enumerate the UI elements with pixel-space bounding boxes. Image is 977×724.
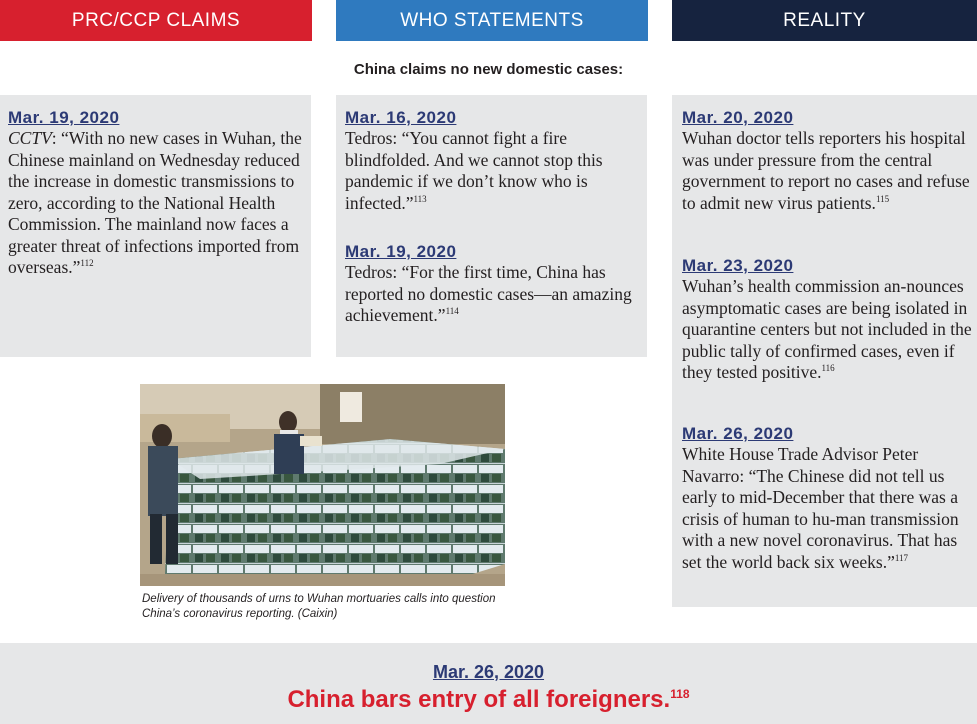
source-name: CCTV (8, 128, 52, 148)
bottom-date: Mar. 26, 2020 (432, 662, 545, 682)
reality-entry-mar-26 (682, 424, 974, 573)
entry-date: Mar. 20, 2020 (682, 108, 794, 127)
urns-photo-image (140, 384, 505, 586)
bottom-headline: China bars entry of all foreigners.$^{118}$ (287, 686, 690, 713)
footnote: 112 (80, 258, 94, 269)
entry-text: Wuhan’s health commission an-nounces asymptomatic cases are being isolated in quarantine centers but not included in the public tally of confirmed cases, even if they tested positive.$^{116}$ (682, 276, 972, 382)
who-entry-mar-19 (345, 242, 641, 327)
photo-caption: Delivery of thousands of urns to Wuhan mortuaries calls into question China’s coronavirus reporting. (Caixin) (142, 593, 496, 620)
header-reality (672, 0, 977, 41)
entry-text: CCTV: “With no new cases in Wuhan, the Chinese mainland on Wednesday reduced the increase in domestic transmissions to zero, according to the National Health Commission. The mainland now faces a greater threat of infections imported from overseas.”$^{112}$ (8, 128, 302, 277)
entry-date: Mar. 19, 2020 (345, 242, 457, 261)
reality-entry-mar-23 (682, 256, 974, 384)
entry-text: Wuhan doctor tells reporters his hospital was under pressure from the central government to report no cases and refuse to admit new virus patients.$^{115}$ (682, 128, 970, 213)
header-who-statements (336, 0, 648, 41)
prc-entry-mar-19 (8, 108, 304, 279)
footnote: 117 (894, 552, 909, 563)
header-prc-label: PRC/CCP CLAIMS (71, 10, 241, 31)
footnote: 114 (445, 306, 459, 317)
header-reality-label: REALITY (783, 10, 866, 31)
subheading: China claims no new domestic cases: (353, 61, 624, 78)
entry-text: Tedros: “For the first time, China has reported no domestic cases—an amazing achievement.”$^{114}$ (345, 262, 632, 325)
entry-text: Tedros: “You cannot fight a fire blindfolded. And we cannot stop this pandemic if we don’t know who is infected.”$^{113}$ (345, 128, 603, 213)
who-entry-mar-16 (345, 108, 641, 214)
header-prc-claims (0, 0, 312, 41)
urns-photo (140, 384, 505, 586)
entry-date: Mar. 26, 2020 (682, 424, 794, 443)
entry-date: Mar. 16, 2020 (345, 108, 457, 127)
footnote: 115 (875, 193, 890, 204)
entry-date: Mar. 23, 2020 (682, 256, 794, 275)
footnote: 116 (821, 363, 835, 374)
header-who-label: WHO STATEMENTS (400, 10, 584, 31)
reality-entry-mar-20 (682, 108, 974, 214)
entry-date: Mar. 19, 2020 (8, 108, 120, 127)
footnote: 118 (670, 687, 690, 701)
footnote: 113 (413, 193, 427, 204)
entry-text: White House Trade Advisor Peter Navarro: “The Chinese did not tell us early to mid-December that there was a crisis of human to hu-man transmission with a new novel coronavirus. That has set the world back six weeks.”$^{117}$ (682, 444, 959, 572)
